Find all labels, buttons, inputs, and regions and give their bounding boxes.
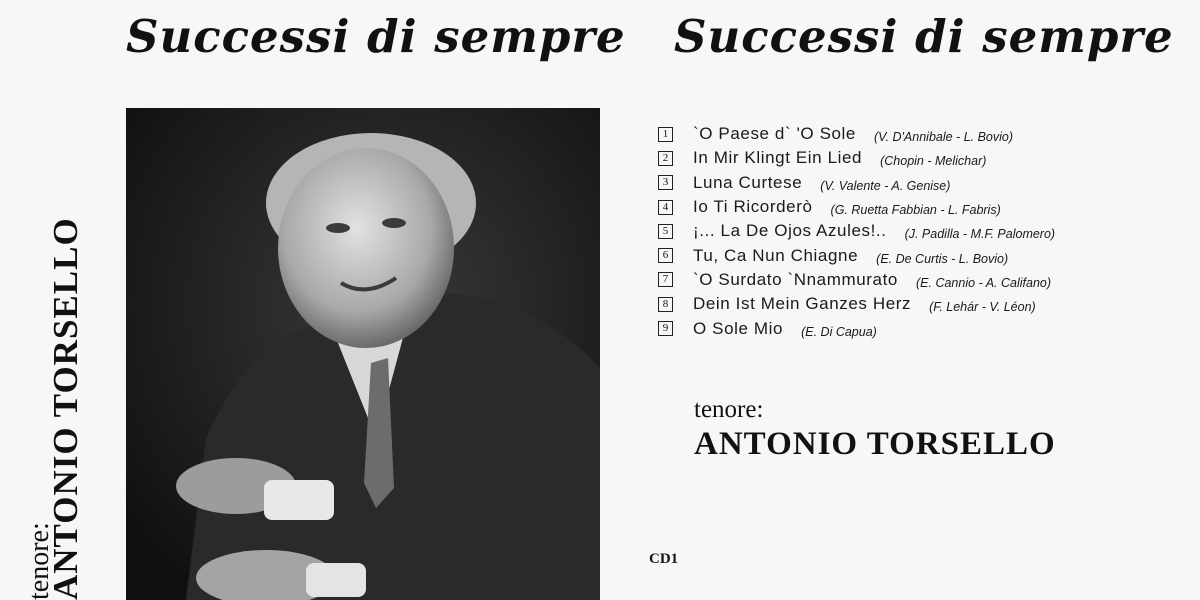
track-title: Tu, Ca Nun Chiagne <box>693 245 859 265</box>
tracklist <box>658 122 1198 341</box>
track-credit: (E. De Curtis - L. Bovio) <box>876 251 1009 266</box>
track-number: 4 <box>658 200 673 215</box>
track-7 <box>658 268 1198 292</box>
back-title: Successi di sempre <box>674 10 1174 63</box>
artist-name: ANTONIO TORSELLO <box>694 426 1056 462</box>
track-title: ¡... La De Ojos Azules!.. <box>693 221 887 241</box>
track-number: 8 <box>658 297 673 312</box>
spine-role: tenore: <box>24 522 55 600</box>
track-title: In Mir Klingt Ein Lied <box>693 148 863 168</box>
track-title: Io Ti Ricorderò <box>693 197 813 217</box>
track-number: 6 <box>658 248 673 263</box>
track-1 <box>658 122 1198 146</box>
cover-title: Successi di sempre <box>126 10 626 63</box>
track-title: Luna Curtese <box>693 172 803 192</box>
track-credit: (V. D'Annibale - L. Bovio) <box>874 130 1014 145</box>
track-title: `O Paese d` 'O Sole <box>693 124 856 144</box>
track-credit: (Chopin - Melichar) <box>880 154 987 169</box>
track-title: `O Surdato `Nnammurato <box>693 269 898 289</box>
track-credit: (J. Padilla - M.F. Palomero) <box>904 227 1056 242</box>
track-4 <box>658 195 1198 219</box>
artist-photo <box>126 108 600 600</box>
spine-artist-name: ANTONIO TORSELLO <box>46 217 85 600</box>
track-credit: (E. Di Capua) <box>801 324 877 339</box>
back-cover <box>600 0 1200 600</box>
track-6 <box>658 243 1198 267</box>
track-number: 1 <box>658 127 673 142</box>
track-3 <box>658 171 1198 195</box>
track-number: 3 <box>658 175 673 190</box>
track-5 <box>658 219 1198 243</box>
track-credit: (E. Cannio - A. Califano) <box>916 275 1052 290</box>
disc-label: CD1 <box>649 551 679 567</box>
track-9 <box>658 316 1198 340</box>
track-number: 5 <box>658 224 673 239</box>
track-2 <box>658 146 1198 170</box>
track-number: 2 <box>658 151 673 166</box>
spine <box>20 152 86 600</box>
track-title: O Sole Mio <box>693 318 784 338</box>
role-label: tenore: <box>694 396 764 423</box>
track-number: 9 <box>658 321 673 336</box>
track-credit: (G. Ruetta Fabbian - L. Fabris) <box>830 203 1001 218</box>
track-number: 7 <box>658 272 673 287</box>
track-8 <box>658 292 1198 316</box>
track-title: Dein Ist Mein Ganzes Herz <box>693 294 912 314</box>
track-credit: (V. Valente - A. Genise) <box>820 178 951 193</box>
track-credit: (F. Lehár - V. Léon) <box>929 300 1036 315</box>
